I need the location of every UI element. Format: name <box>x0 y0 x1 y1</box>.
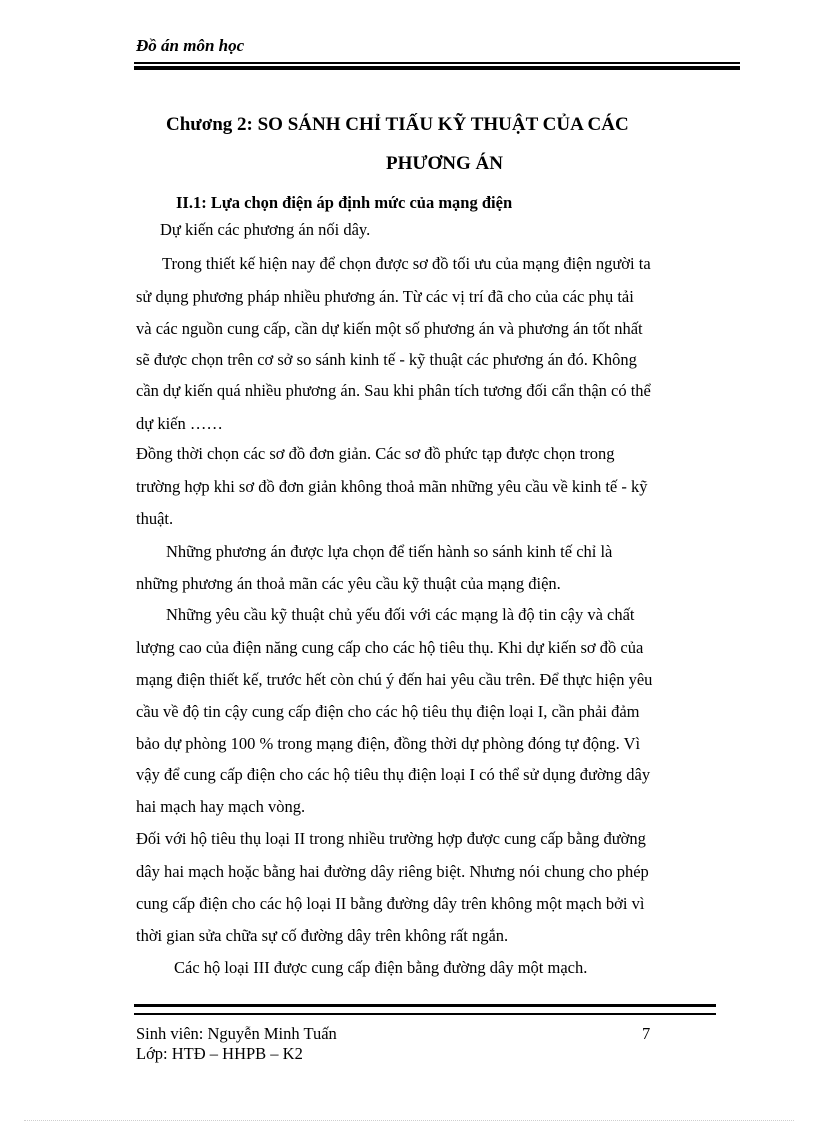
footer-student: Sinh viên: Nguyễn Minh Tuấn <box>136 1024 337 1043</box>
body-line: bảo dự phòng 100 % trong mạng điện, đồng thời dự phòng đóng tự động. Vì <box>136 734 641 753</box>
body-line: cần dự kiến quá nhiều phương án. Sau khi phân tích tương đối cẩn thận có thể <box>136 381 651 400</box>
body-line: Những yêu cầu kỹ thuật chủ yếu đối với các mạng là độ tin cậy và chất <box>166 605 635 624</box>
header-rule-thick <box>134 66 740 70</box>
body-line: sẽ được chọn trên cơ sở so sánh kinh tế - kỹ thuật các phương án đó. Không <box>136 350 637 369</box>
body-line: sử dụng phương pháp nhiều phương án. Từ các vị trí đã cho của các phụ tải <box>136 287 634 306</box>
footer-rule-thin <box>134 1013 716 1015</box>
body-line: hai mạch hay mạch vòng. <box>136 797 306 816</box>
body-line: Đối với hộ tiêu thụ loại II trong nhiều trường hợp được cung cấp bằng đường <box>136 829 646 848</box>
body-line: cung cấp điện cho các hộ loại II bằng đường dây trên không một mạch bởi vì <box>136 894 645 913</box>
body-line: dự kiến …… <box>136 414 223 433</box>
body-line: mạng điện thiết kế, trước hết còn chú ý đến hai yêu cầu trên. Để thực hiện yêu <box>136 670 653 689</box>
body-line: trường hợp khi sơ đồ đơn giản không thoả mãn những yêu cầu về kinh tế - kỹ <box>136 477 648 496</box>
header-rule-thin <box>134 62 740 64</box>
body-line: Các hộ loại III được cung cấp điện bằng đường dây một mạch. <box>174 958 588 977</box>
chapter-title-line1: Chương 2: SO SÁNH CHỈ TIẤU KỸ THUẬT CỦA CÁC <box>166 114 629 135</box>
body-line: và các nguồn cung cấp, cần dự kiến một số phương án và phương án tốt nhất <box>136 319 643 338</box>
page-edge-dotted-line <box>24 1120 794 1121</box>
body-line: Trong thiết kế hiện nay để chọn được sơ đồ tối ưu của mạng điện người ta <box>162 254 651 273</box>
body-line: lượng cao của điện năng cung cấp cho các hộ tiêu thụ. Khi dự kiến sơ đồ của <box>136 638 644 657</box>
body-line: thuật. <box>136 509 174 528</box>
body-line: thời gian sửa chữa sự cố đường dây trên không rất ngắn. <box>136 926 509 945</box>
body-line: Những phương án được lựa chọn để tiến hành so sánh kinh tế chỉ là <box>166 542 613 561</box>
footer-class: Lớp: HTĐ – HHPB – K2 <box>136 1044 303 1063</box>
chapter-title-line2: PHƯƠNG ÁN <box>386 153 503 174</box>
footer-rule-thick <box>134 1004 716 1007</box>
footer-page-number: 7 <box>642 1024 651 1043</box>
body-line: Đồng thời chọn các sơ đồ đơn giản. Các sơ đồ phức tạp được chọn trong <box>136 444 615 463</box>
body-line: Dự kiến các phương án nối dây. <box>160 220 371 239</box>
header-title: Đồ án môn học <box>136 36 245 55</box>
body-line: những phương án thoả mãn các yêu cầu kỹ thuật của mạng điện. <box>136 574 561 593</box>
body-line: vậy để cung cấp điện cho các hộ tiêu thụ điện loại I có thể sử dụng đường dây <box>136 765 651 784</box>
section-heading: II.1: Lựa chọn điện áp định mức của mạng điện <box>176 193 513 212</box>
body-line: cầu về độ tin cậy cung cấp điện cho các hộ tiêu thụ điện loại I, cần phải đảm <box>136 702 640 721</box>
body-line: dây hai mạch hoặc bằng hai đường dây riêng biệt. Nhưng nói chung cho phép <box>136 862 649 881</box>
